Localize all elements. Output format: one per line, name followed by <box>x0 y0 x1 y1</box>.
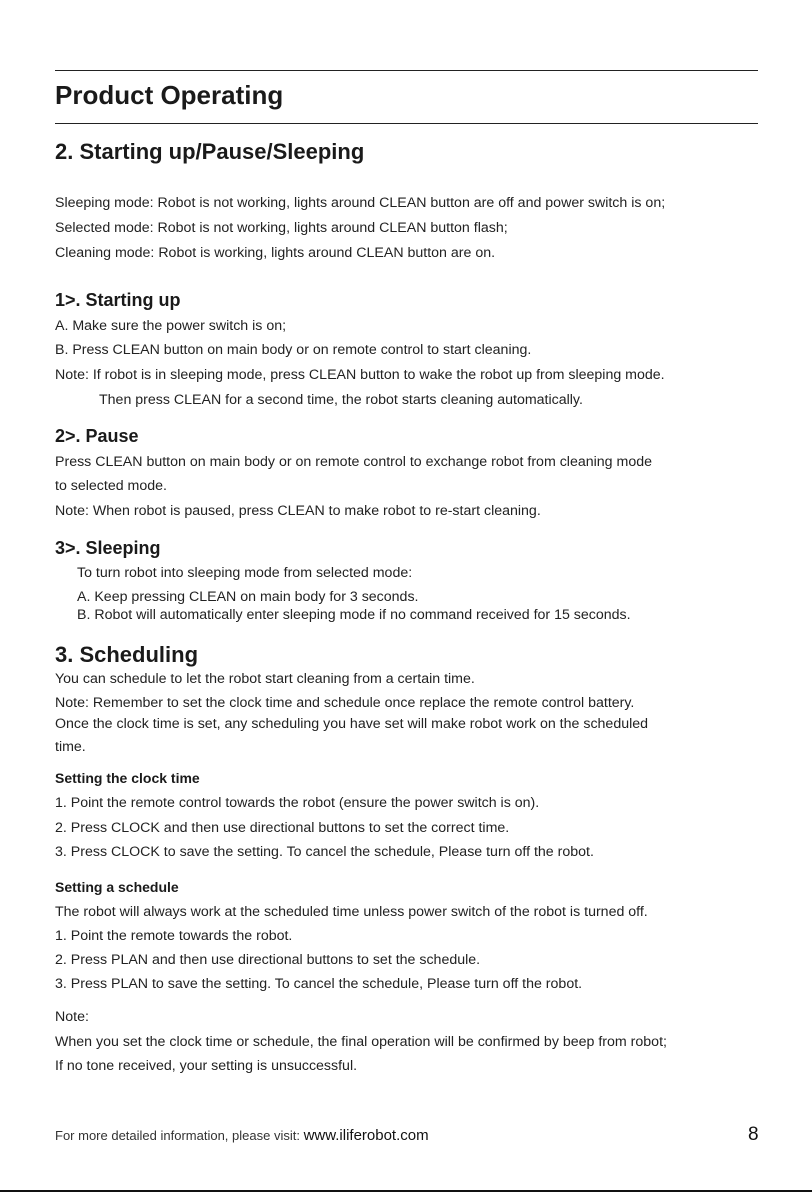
clock-step: 2. Press CLOCK and then use directional buttons to set the correct time. <box>55 820 510 836</box>
sleeping-line: To turn robot into sleeping mode from selected mode: <box>77 565 413 581</box>
footer-url[interactable]: www.iliferobot.com <box>303 1127 429 1144</box>
scheduling-intro-line: You can schedule to let the robot start cleaning from a certain time. <box>55 671 475 687</box>
clock-heading: Setting the clock time <box>55 770 200 786</box>
footer <box>55 1127 429 1144</box>
schedule-line: The robot will always work at the scheduled time unless power switch of the robot is turned off. <box>55 904 648 920</box>
header-top-rule <box>55 70 758 71</box>
section-scheduling-title: 3. Scheduling <box>55 642 199 667</box>
footer-text: For more detailed information, please visit: <box>55 1128 304 1143</box>
pause-note: Note: When robot is paused, press CLEAN to make robot to re-start cleaning. <box>55 503 541 519</box>
header-bottom-rule <box>55 123 758 124</box>
mode-line: Selected mode: Robot is not working, lights around CLEAN button flash; <box>55 220 508 236</box>
starting-up-line: A. Make sure the power switch is on; <box>55 318 287 334</box>
schedule-step: 1. Point the remote towards the robot. <box>55 928 293 944</box>
mode-line: Sleeping mode: Robot is not working, lights around CLEAN button are off and power switch is on; <box>55 195 666 211</box>
starting-up-note-cont: Then press CLEAN for a second time, the robot starts cleaning automatically. <box>99 392 583 408</box>
sleeping-line: B. Robot will automatically enter sleeping mode if no command received for 15 seconds. <box>77 607 631 623</box>
schedule-step: 2. Press PLAN and then use directional buttons to set the schedule. <box>55 952 481 968</box>
starting-up-line: B. Press CLEAN button on main body or on remote control to start cleaning. <box>55 342 532 358</box>
mode-line: Cleaning mode: Robot is working, lights around CLEAN button are on. <box>55 245 496 261</box>
page-number: 8 <box>748 1124 759 1145</box>
starting-up-note: Note: If robot is in sleeping mode, press CLEAN button to wake the robot up from sleeping mode. <box>55 367 665 383</box>
pause-line: to selected mode. <box>55 478 167 494</box>
starting-up-heading: 1>. Starting up <box>55 290 181 310</box>
pause-heading: 2>. Pause <box>55 426 139 446</box>
scheduling-intro-line: time. <box>55 739 86 755</box>
schedule-heading: Setting a schedule <box>55 879 179 895</box>
sleeping-line: A. Keep pressing CLEAN on main body for 3 seconds. <box>77 589 419 605</box>
schedule-step: 3. Press PLAN to save the setting. To cancel the schedule, Please turn off the robot. <box>55 976 583 992</box>
note-line: If no tone received, your setting is unsuccessful. <box>55 1058 358 1074</box>
pause-line: Press CLEAN button on main body or on remote control to exchange robot from cleaning mode <box>55 454 652 470</box>
sleeping-heading: 3>. Sleeping <box>55 538 161 558</box>
page-title: Product Operating <box>55 80 284 110</box>
note-line: When you set the clock time or schedule, the final operation will be confirmed by beep from robot; <box>55 1034 667 1050</box>
scheduling-intro-line: Note: Remember to set the clock time and schedule once replace the remote control battery. <box>55 695 635 711</box>
clock-step: 1. Point the remote control towards the robot (ensure the power switch is on). <box>55 795 540 811</box>
scheduling-intro-line: Once the clock time is set, any scheduling you have set will make robot work on the scheduled <box>55 716 649 732</box>
note-label: Note: <box>55 1009 89 1025</box>
section-starting-title: 2. Starting up/Pause/Sleeping <box>55 139 365 164</box>
clock-step: 3. Press CLOCK to save the setting. To cancel the schedule, Please turn off the robot. <box>55 844 594 860</box>
